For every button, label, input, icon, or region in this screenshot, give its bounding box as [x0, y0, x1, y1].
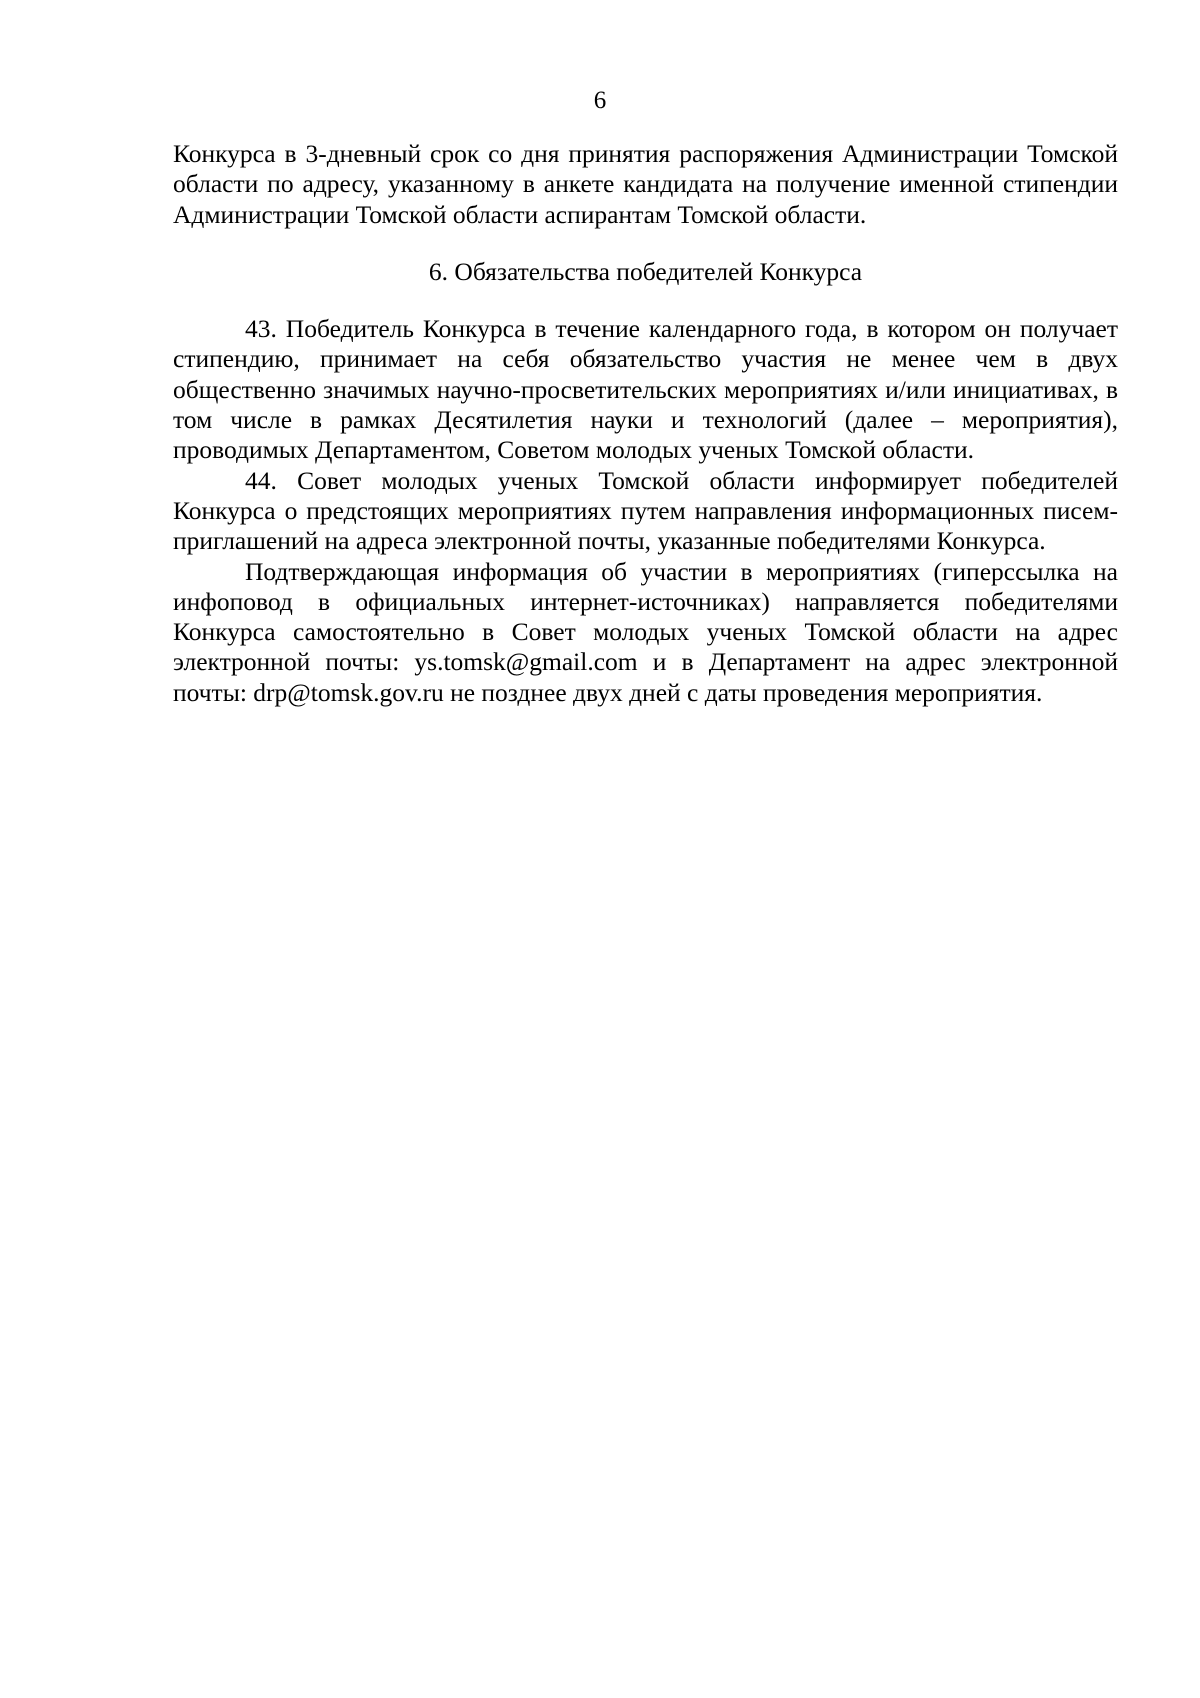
paragraph-confirmation: Подтверждающая информация об участии в мероприятиях (гиперссылка на инфоповод в официальных интернет-источниках) направляется победителями Конкурса самостоятельно в Совет молодых ученых Томской области на адрес электронной почты: ys.tomsk@gmail.com и в Департамент на адрес электронной почты: drp@tomsk.gov.ru не позднее двух дней с даты проведения мероприятия. — [173, 556, 1118, 707]
paragraph-43: 43. Победитель Конкурса в течение календарного года, в котором он получает стипендию, принимает на себя обязательство участия не менее чем в двух общественно значимых научно-просветительских мероприятиях и/или инициативах, в том числе в рамках Десятилетия науки и технологий (далее – мероприятия), проводимых Департаментом, Советом молодых ученых Томской области. — [173, 314, 1118, 465]
page-number: 6 — [593, 87, 607, 114]
continuation-paragraph: Конкурса в 3-дневный срок со дня принятия распоряжения Администрации Томской области по адресу, указанному в анкете кандидата на получение именной стипендии Администрации Томской области аспирантам Томской области. — [173, 139, 1118, 229]
section-heading: 6. Обязательства победителей Конкурса — [428, 256, 863, 286]
document-body — [173, 139, 1118, 708]
paragraph-44: 44. Совет молодых ученых Томской области информирует победителей Конкурса о предстоящих мероприятиях путем направления информационных писем-приглашений на адреса электронной почты, указанные победителями Конкурса. — [173, 465, 1118, 556]
